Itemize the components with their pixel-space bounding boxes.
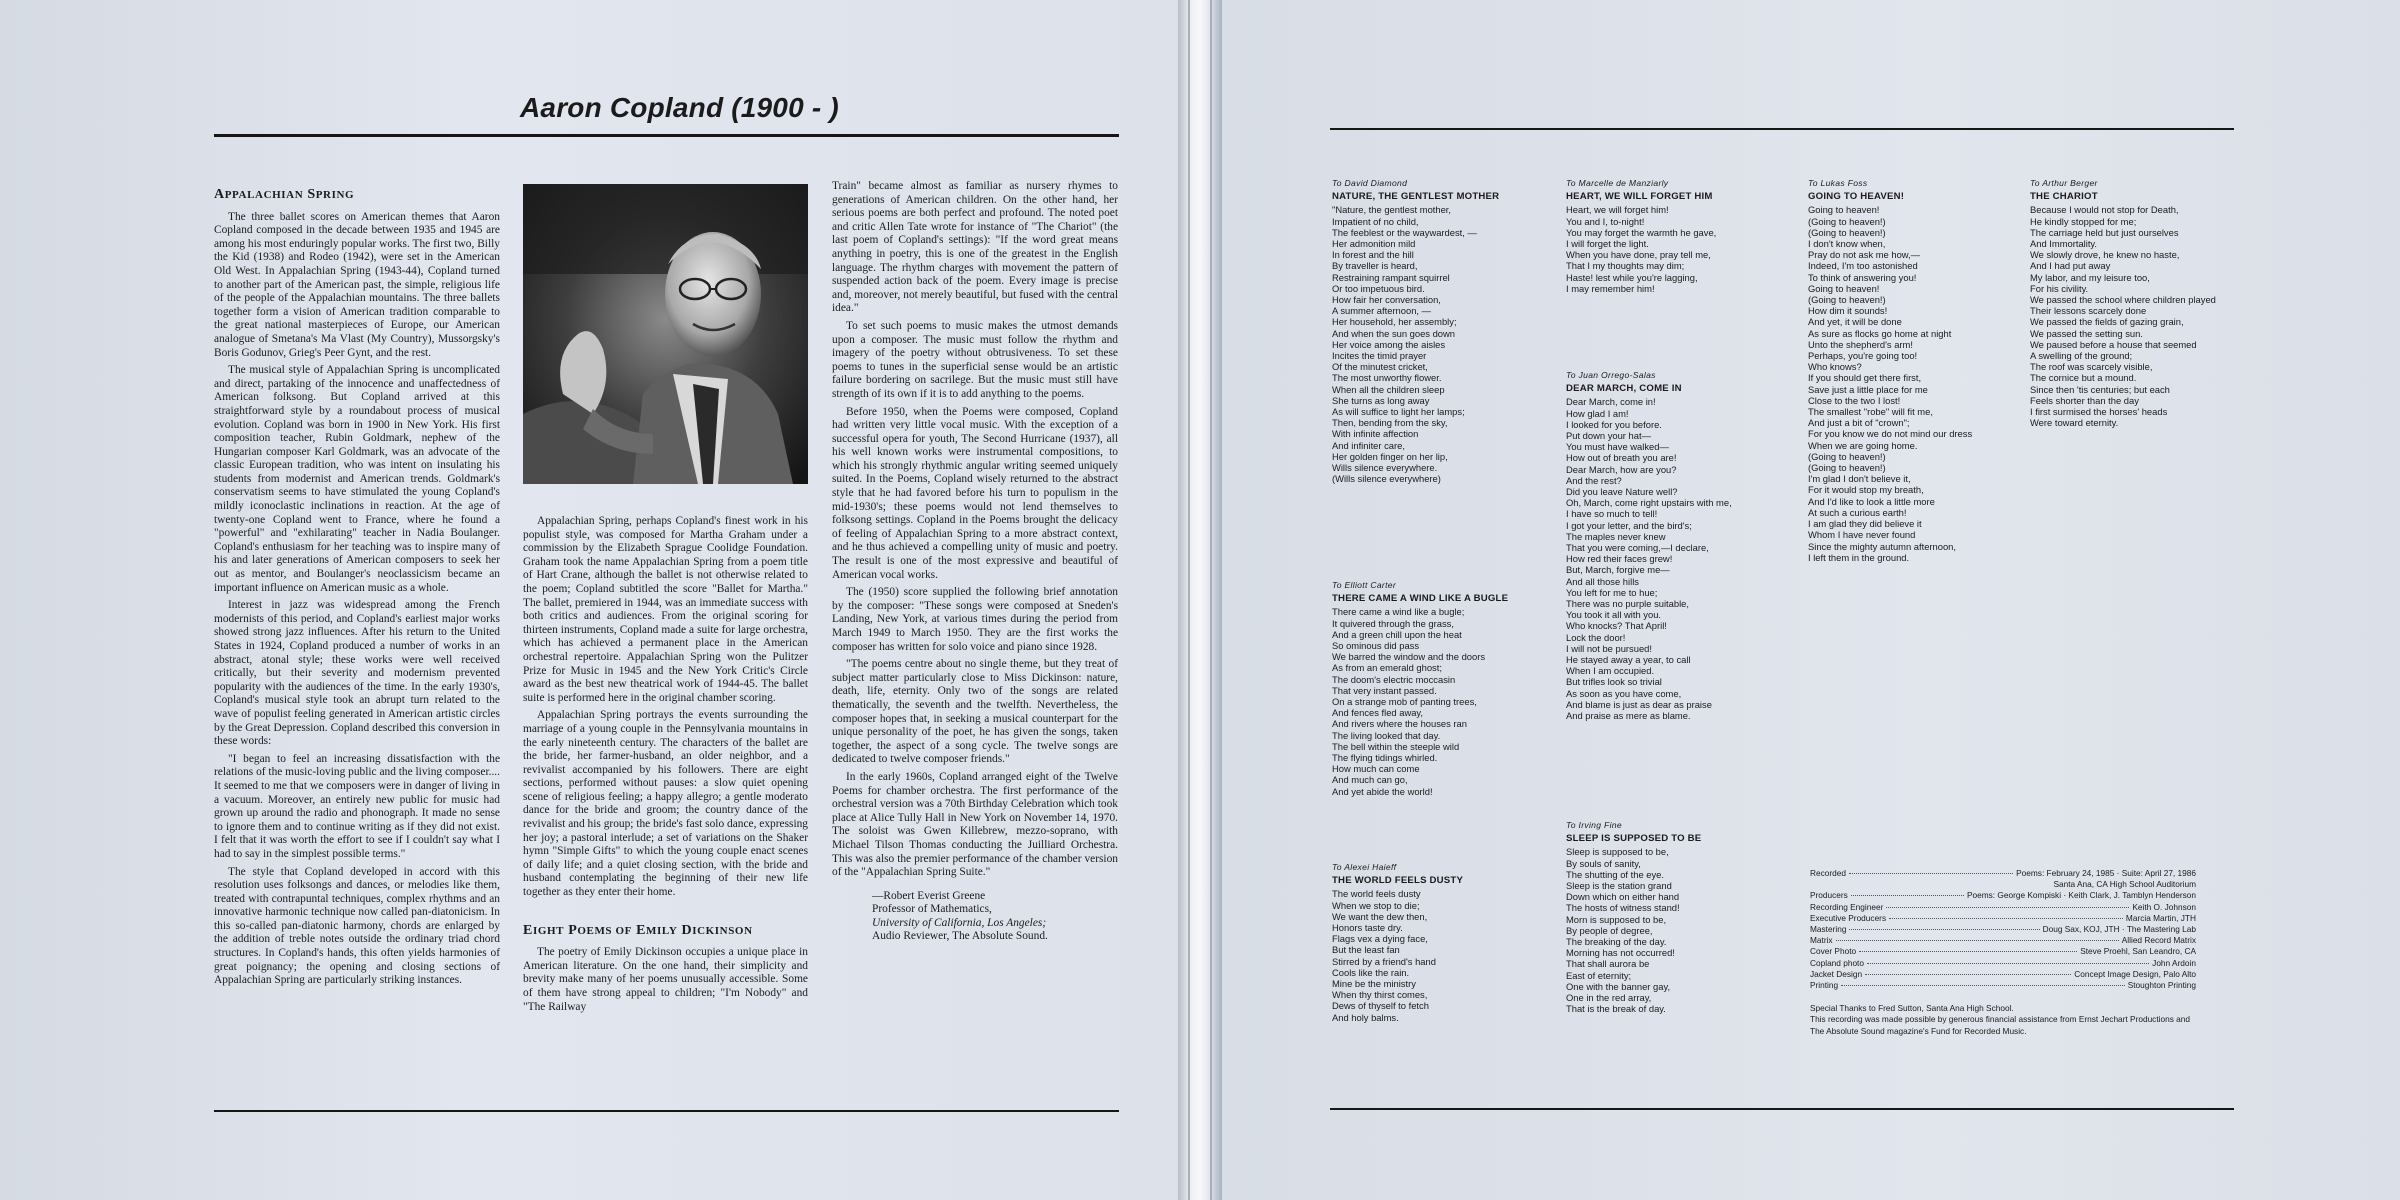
poem-dedication: To Irving Fine [1566, 820, 1622, 830]
poem-line: The hosts of witness stand! [1566, 902, 1680, 914]
poem-line: My labor, and my leisure too, [2030, 271, 2150, 283]
column-1 [214, 188, 500, 992]
credit-row [1810, 980, 2196, 991]
column-2 [523, 515, 808, 1018]
poem-line: The world feels dusty [1332, 888, 1421, 900]
poem-line: I may remember him! [1566, 282, 1655, 294]
poem-line: Going to heaven! [1808, 282, 1880, 294]
poem-line: Or too impetuous bird. [1332, 282, 1425, 294]
poem-line: (Going to heaven!) [1808, 215, 1886, 227]
poem-line: Cools like the rain. [1332, 966, 1410, 978]
poem-line: You may forget the warmth he gave, [1566, 226, 1717, 238]
poem-line: (Going to heaven!) [1808, 294, 1886, 306]
dot-leader [1841, 985, 2125, 986]
poem-line: And a green chill upon the heat [1332, 628, 1462, 640]
poem-line: Did you leave Nature well? [1566, 486, 1678, 498]
poem-line: The flying tidings whirled. [1332, 752, 1438, 764]
poem-dedication: To Lukas Foss [1808, 178, 1868, 188]
poem-line: That is the break of day. [1566, 1003, 1666, 1015]
poem-dedication: To Arthur Berger [2030, 178, 2098, 188]
credit-label: Recorded [1810, 868, 1846, 878]
poem-line: We passed the setting sun. [2030, 327, 2143, 339]
poem-line: That shall aurora be [1566, 958, 1650, 970]
poem-line: Her golden finger on her lip, [1332, 450, 1448, 462]
poem-lines [1566, 204, 1766, 294]
credit-label: Recording Engineer [1810, 901, 1884, 912]
poem-line: Mine be the ministry [1332, 978, 1416, 990]
poem-line: When I am occupied. [1566, 665, 1655, 677]
right-panel-poem-texts [1222, 0, 2400, 1200]
poem-lines [1566, 396, 1766, 721]
poem-line: Who knows? [1808, 361, 1862, 373]
poem-line: A swelling of the ground; [2030, 350, 2133, 362]
bottom-rule [214, 1110, 1119, 1112]
poem-line: Heart, we will forget him! [1566, 204, 1669, 216]
poem-line: Lock the door! [1566, 631, 1626, 643]
poem-line: To think of answering you! [1808, 271, 1917, 283]
poem-line: The smallest "robe" will fit me, [1808, 406, 1933, 418]
credit-value: Concept Image Design, Palo Alto [2074, 968, 2196, 979]
credit-value: Steve Proehl, San Leandro, CA [2080, 946, 2196, 957]
poem-line: How dim it sounds! [1808, 305, 1888, 317]
poem-line: There came a wind like a bugle; [1332, 606, 1465, 618]
poem-heart-forget [1566, 178, 1766, 294]
poem-line: As from an emerald ghost; [1332, 662, 1442, 674]
credit-value: Santa Ana, CA High School Auditorium [2053, 879, 2196, 890]
poem-line: I first surmised the horses' heads [2030, 406, 2168, 418]
poem-line: Then, bending from the sky, [1332, 417, 1448, 429]
poem-line: Whom I have never found [1808, 529, 1916, 541]
poem-title: SLEEP IS SUPPOSED TO BE [1566, 833, 1702, 845]
poem-line: And praise as mere as blame. [1566, 710, 1691, 722]
poem-line: We passed the fields of gazing grain, [2030, 316, 2184, 328]
credit-label: Printing [1810, 980, 1839, 991]
poem-line: As will suffice to light her lamps; [1332, 406, 1465, 418]
poem-dear-march [1566, 370, 1766, 721]
poem-line: As soon as you have come, [1566, 687, 1682, 699]
poem-line: You took it all with you. [1566, 609, 1662, 621]
poem-lines [2030, 204, 2230, 428]
poem-dedication: To Juan Orrego-Salas [1566, 370, 1656, 380]
credit-row [1810, 902, 2196, 913]
credit-row [1810, 913, 2196, 924]
poem-line: You must have walked— [1566, 441, 1669, 453]
poem-line: The roof was scarcely visible, [2030, 361, 2153, 373]
poem-line: We passed the school where children played [2030, 294, 2216, 306]
poem-line: The carriage held but just ourselves [2030, 226, 2179, 238]
poem-line: Put down your hat— [1566, 430, 1651, 442]
dot-leader [1849, 929, 2039, 930]
paragraph: Appalachian Spring, perhaps Copland's finest work in his populist style, was composed for Martha Graham under a commission by the Elizabeth Sprague Coolidge Foundation. Graham took the name Appalachian Spring from a poem title of Hart Crane, although the ballet is not otherwise related to the poem; Copland subtitled the score "Ballet for Martha." The ballet, premiered in 1944, was an immediate success with both critics and audiences. From the original scoring for thirteen instruments, Copland made a suite for large orchestra, which has achieved a permanent place in the American orchestral repertoire. Appalachian Spring won the Pulitzer Prize for Music in 1945 and the New York Critic's Circle award as the best new theatrical work of 1944-45. The ballet suite is performed here in the original chamber scoring. [523, 515, 808, 704]
poem-line: By souls of sanity, [1566, 857, 1641, 869]
poem-line: Dear March, come in! [1566, 396, 1656, 408]
credit-line: University of California, Los Angeles; [872, 916, 1047, 929]
poem-line: If you should get there first, [1808, 372, 1922, 384]
poem-line: That you were coming,—I declare, [1566, 542, 1709, 554]
poem-line: The feeblest or the waywardest, — [1332, 226, 1477, 238]
poem-line: (Wills silence everywhere) [1332, 473, 1441, 485]
poem-line: Sleep is supposed to be, [1566, 846, 1669, 858]
paragraph: Before 1950, when the Poems were composed, Copland had written very little vocal music. With the exception of a successful opera for youth, The Second Hurricane (1937), all his well known works were instrumental compositions, to which his strongly rhythmic angular writing seemed uniquely suited. In the Poems, Copland wisely returned to the abstract style that he had favored before his turn to populism in the mid-1930's; these poems would not lend themselves to folksong settings. Copland in the Poems brought the delicacy of feeling of Appalachian Spring to a more abstract context, and he thus achieved a compelling unity of music and poetry. The result is one of the most expressive and beautiful of American vocal works. [832, 405, 1118, 581]
poem-line: "Nature, the gentlest mother, [1332, 204, 1452, 216]
poem-line: And rivers where the houses ran [1332, 718, 1467, 730]
poem-line: She turns as long away [1332, 394, 1430, 406]
poem-line: I left them in the ground. [1808, 551, 1910, 563]
poem-the-chariot [2030, 178, 2230, 428]
poem-line: How fair her conversation, [1332, 294, 1441, 306]
poem-line: By traveller is heard, [1332, 260, 1418, 272]
poem-line: Since the mighty autumn afternoon, [1808, 540, 1957, 552]
poem-line: (Going to heaven!) [1808, 450, 1886, 462]
credit-line: Professor of Mathematics, [872, 903, 992, 916]
dot-leader [1859, 951, 2077, 952]
poem-line: Dews of thyself to fetch [1332, 1000, 1429, 1012]
poem-line: Morn is supposed to be, [1566, 913, 1667, 925]
poem-line: Because I would not stop for Death, [2030, 204, 2179, 216]
poem-line: I will not be pursued! [1566, 642, 1652, 654]
poem-line: As sure as flocks go home at night [1808, 327, 1952, 339]
poem-line: For you know we do not mind our dress [1808, 428, 1973, 440]
poem-line: (Going to heaven!) [1808, 226, 1886, 238]
poem-line: He stayed away a year, to call [1566, 654, 1691, 666]
poem-line: Going to heaven! [1808, 204, 1880, 216]
spine-crease [1210, 0, 1212, 1200]
credit-label: Mastering [1810, 924, 1847, 935]
spine-crease [1188, 0, 1190, 1200]
poem-line: (Going to heaven!) [1808, 462, 1886, 474]
dot-leader [1849, 873, 2013, 874]
poem-line: But trifles look so trivial [1566, 676, 1662, 688]
poem-line: Impatient of no child, [1332, 215, 1419, 227]
poem-title: GOING TO HEAVEN! [1808, 191, 1905, 203]
poem-line: One in the red array, [1566, 992, 1652, 1004]
poem-line: And fences fled away, [1332, 707, 1424, 719]
paragraph: To set such poems to music makes the utmost demands upon a composer. The music must follow the rhythm and imagery of the poetry without obtrusiveness. To set these poems to tunes in the superficial sense would be an artistic failure bordering on sacrilege. But the music must still have strength of its own if it is to add anything to the poems. [832, 319, 1118, 400]
poem-line: Feels shorter than the day [2030, 394, 2139, 406]
credit-label: Producers [1810, 890, 1848, 901]
poem-line: And yet abide the world! [1332, 785, 1433, 797]
poem-line: And Immortality. [2030, 238, 2098, 250]
poem-line: I don't know when, [1808, 238, 1886, 250]
credit-label: Matrix [1810, 935, 1833, 946]
paragraph: Train" became almost as familiar as nursery rhymes to generations of American children. On the other hand, her serious poems are both perfect and profound. The noted poet and critic Allen Tate wrote for instance of "The Chariot" (the last poem of Copland's settings): "If the word great means anything in poetry, this is one of the greatest in the English language. The rhythm charges with movement the pattern of suspended action back of the poem. Every image is precise and, moreover, not merely beautiful, but fused with the central idea." [832, 180, 1118, 315]
poem-line: The maples never knew [1566, 530, 1666, 542]
special-thanks [1810, 1003, 2196, 1037]
credit-row [1810, 868, 2196, 879]
thanks-line: Special Thanks to Fred Sutton, Santa Ana High School. [1810, 1003, 2014, 1014]
poem-line: I am glad they did believe it [1808, 518, 1922, 530]
poem-line: Her voice among the aisles [1332, 338, 1446, 350]
left-panel-liner-notes [0, 0, 1178, 1200]
paragraph: In the early 1960s, Copland arranged eight of the Twelve Poems for chamber orchestra. The first performance of the orchestral version was a 70th Birthday Celebration which took place at Alice Tully Hall in New York on November 14, 1970. The soloist was Gwen Killebrew, mezzo-soprano, with Michael Tilson Thomas conducting the Juilliard Orchestra. This was also the premier performance of the chamber version of the "Appalachian Spring Suite." [832, 770, 1118, 879]
portrait-illustration [523, 184, 808, 484]
poem-line: For his civility. [2030, 282, 2089, 294]
credit-value: Marcia Martin, JTH [2125, 912, 2196, 923]
poem-title: NATURE, THE GENTLEST MOTHER [1332, 191, 1500, 203]
poem-sleep [1566, 820, 1766, 1014]
poem-world-dusty [1332, 862, 1532, 1023]
credit-label: Copland photo [1810, 957, 1864, 968]
dot-leader [1886, 907, 2129, 908]
poem-line: On a strange mob of panting trees, [1332, 696, 1477, 708]
poem-line: We paused before a house that seemed [2030, 338, 2197, 350]
appalachian-heading: APPALACHIAN SPRING [214, 187, 355, 202]
poem-line: And just a bit of "crown"; [1808, 417, 1910, 429]
poem-line: The bell within the steeple wild [1332, 740, 1460, 752]
poem-line: We slowly drove, he knew no haste, [2030, 249, 2180, 261]
poem-line: And infiniter care, [1332, 439, 1405, 451]
paragraph: The musical style of Appalachian Spring is uncomplicated and direct, partaking of the innocence and unaffectedness of American folksong. But Copland arrived at this straightforward style by a roundabout process of musical evolution. Copland was born in 1900 in New York. His first composition teacher, Rubin Goldmark, nephew of the Hungarian composer Karl Goldmark, was an advocate of the classic European tradition, who was intent on insulating his students from modernist and American trends. Goldmark's conservatism seems to have stimulated the young Copland's mildly iconoclastic inclinations in reaction. At the age of twenty-one Copland went to France, where he found a "powerful" and "exhilarating" teacher in Nadia Boulanger. Copland's enthusiasm for her teaching was to inspire many of his and later generations of American composers to seek her out as mentor, and Boulanger's neoclassicism became an important influence on American music as a whole. [214, 364, 500, 594]
poem-line: Pray do not ask me how,— [1808, 249, 1921, 261]
credit-value: Poems: George Kompiski · Keith Clark, J. Tamblyn Henderson [1966, 890, 2196, 901]
quotation-paragraph: "I began to feel an increasing dissatisfaction with the relations of the music-loving public and the living composer.... It seemed to me that we composers were in danger of living in a vacuum. Moreover, an entirely new public for music had grown up around the radio and phonograph. It made no sense to ignore them and to continue writing as if they did not exist. I felt that it was worth the effort to see if I couldn't say what I had to say in the simplest possible terms." [214, 752, 500, 860]
gatefold-spine [1178, 0, 1222, 1200]
credit-row [1810, 969, 2196, 980]
poem-line: Save just a little place for me [1808, 383, 1928, 395]
poem-line: The breaking of the day. [1566, 936, 1667, 948]
poem-line: For it would stop my breath, [1808, 484, 1924, 496]
poem-line: Wills silence everywhere. [1332, 462, 1438, 474]
poem-line: But, March, forgive me— [1566, 564, 1670, 576]
poem-line: But the least fan [1332, 944, 1400, 956]
thanks-line: The Absolute Sound magazine's Fund for Recorded Music. [1810, 1025, 2027, 1036]
poem-line: Her household, her assembly; [1332, 316, 1457, 328]
poem-title: THE CHARIOT [2030, 191, 2098, 203]
poem-line: And I had put away [2030, 260, 2111, 272]
poem-dedication: To Marcelle de Manziarly [1566, 178, 1669, 188]
credit-label: Jacket Design [1810, 968, 1863, 979]
poem-line: Sleep is the station grand [1566, 880, 1672, 892]
top-rule [214, 134, 1119, 137]
poem-line: Since then 'tis centuries; but each [2030, 383, 2170, 395]
poem-line: And holy balms. [1332, 1011, 1399, 1023]
poem-line: Who knocks? That April! [1566, 620, 1667, 632]
copland-portrait-photo [523, 184, 808, 484]
poem-line: The living looked that day. [1332, 729, 1441, 741]
poem-line: Perhaps, you're going too! [1808, 350, 1918, 362]
poem-line: And the rest? [1566, 474, 1622, 486]
poem-line: Her admonition mild [1332, 238, 1416, 250]
poem-line: Indeed, I'm too astonished [1808, 260, 1918, 272]
dot-leader [1851, 895, 1964, 896]
poem-line: And yet, it will be done [1808, 316, 1902, 328]
credit-row [1810, 924, 2196, 935]
dot-leader [1867, 963, 2149, 964]
paragraph: The poetry of Emily Dickinson occupies a unique place in American literature. On the one hand, their simplicity and brevity make many of her poems unusually accessible. Some of them have strong appeal to children; "I'm Nobody" and "The Railway [523, 946, 808, 1013]
poem-line: East of eternity; [1566, 969, 1632, 981]
poem-line: How much can come [1332, 763, 1420, 775]
poem-line: In forest and the hill [1332, 249, 1414, 261]
paragraph: The style that Copland developed in accord with this resolution uses folksongs and dances, or melodies like them, treated with contrapuntal techniques, complex rhythms and an innovative harmonic technique now called pan-diatonicism. In this so-called pan-diatonic harmony, chords are enlarged by the addition of treble notes outside the ordinary triad chord structures. In Copland's hands, this often yields harmonies of great poignancy; the opening and closing sections of Appalachian Spring are particularly striking instances. [214, 865, 500, 987]
poem-line: Were toward eternity. [2030, 417, 2119, 429]
credit-row [1810, 946, 2196, 957]
poem-line: Dear March, how are you? [1566, 463, 1677, 475]
bottom-rule [1330, 1108, 2234, 1110]
poem-line: When you have done, pray tell me, [1566, 249, 1711, 261]
poem-line: Incites the timid prayer [1332, 350, 1427, 362]
credit-value: Doug Sax, KOJ, JTH · The Mastering Lab [2042, 924, 2196, 935]
poem-title: THE WORLD FEELS DUSTY [1332, 875, 1464, 887]
poem-line: By people of degree, [1566, 924, 1653, 936]
poem-line: I got your letter, and the bird's; [1566, 519, 1692, 531]
poem-going-to-heaven [1808, 178, 2008, 563]
poem-line: So ominous did pass [1332, 640, 1420, 652]
credit-line: Audio Reviewer, The Absolute Sound. [872, 930, 1048, 943]
poem-lines [1808, 204, 2008, 563]
poem-line: Of the minutest cricket, [1332, 361, 1428, 373]
credit-label: Cover Photo [1810, 946, 1857, 957]
poem-line: The cornice but a mound. [2030, 372, 2137, 384]
page-title: Aaron Copland (1900 - ) [520, 92, 839, 123]
author-credit [832, 890, 1118, 944]
poem-dedication: To Elliott Carter [1332, 580, 1397, 590]
paragraph: Interest in jazz was widespread among the French modernists of this period, and Copland's earliest major works showed strong jazz influences. After his return to the United States in 1924, Copland produced a number of works in an abstract, atonal style; these works were well received critically, but their severity and modernism prevented popularity with the audiences of the time. In the early 1930's, Copland's musical style took an abrupt turn related to the wave of populist feeling generated in American artistic circles by the Great Depression. Copland described this conversion in these words: [214, 599, 500, 748]
poem-line: And blame is just as dear as praise [1566, 698, 1712, 710]
paragraph: The (1950) score supplied the following brief annotation by the composer: "These songs were composed at Sneden's Landing, New York, at various times during the period from March 1949 to March 1950. They are the first works the composer has written for solo voice and piano since 1928. [832, 586, 1118, 653]
credit-label: Executive Producers [1810, 912, 1887, 923]
poem-line: Unto the shepherd's arm! [1808, 338, 1913, 350]
poem-line: Honors taste dry. [1332, 922, 1403, 934]
poem-line: How out of breath you are! [1566, 452, 1677, 464]
column-3 [832, 180, 1118, 944]
poem-line: And I'd like to look a little more [1808, 495, 1935, 507]
credit-value: Allied Record Matrix [2121, 935, 2196, 946]
poem-line: He kindly stopped for me; [2030, 215, 2137, 227]
poem-line: When we stop to die; [1332, 899, 1420, 911]
poem-wind-bugle [1332, 580, 1532, 797]
poem-line: Morning has not occurred! [1566, 947, 1675, 959]
poem-line: And all those hills [1566, 575, 1639, 587]
poem-line: One with the banner gay, [1566, 980, 1671, 992]
credit-line: —Robert Everist Greene [872, 889, 986, 902]
poem-line: How glad I am! [1566, 407, 1629, 419]
poem-lines [1332, 606, 1532, 796]
dot-leader [1889, 918, 2123, 919]
poem-line: We barred the window and the doors [1332, 651, 1486, 663]
poem-line: Flags vex a dying face, [1332, 933, 1428, 945]
dot-leader [1836, 940, 2119, 941]
top-rule [1330, 128, 2234, 130]
poem-dedication: To Alexei Haieff [1332, 862, 1397, 872]
poem-title: HEART, WE WILL FORGET HIM [1566, 191, 1713, 203]
poem-line: At such a curious earth! [1808, 506, 1907, 518]
production-credits [1810, 868, 2196, 1037]
poem-line: There was no purple suitable, [1566, 598, 1689, 610]
credit-value: Keith O. Johnson [2132, 901, 2196, 912]
poem-line: I'm glad I don't believe it, [1808, 473, 1911, 485]
poem-line: I looked for you before. [1566, 418, 1662, 430]
paragraph: "The poems centre about no single theme, but they treat of subject matter particularly close to Miss Dickinson: nature, death, life, eternity. Only two of the songs are related thematically, the seventh and the twelfth. Nevertheless, the composer hopes that, in seeking a musical counterpart for the unique personality of the poet, he has given the songs, taken together, the aspect of a song cycle. The twelve songs are dedicated to twelve composer friends." [832, 658, 1118, 766]
poem-line: It quivered through the grass, [1332, 617, 1454, 629]
poem-lines [1566, 846, 1766, 1014]
poem-line: Restraining rampant squirrel [1332, 271, 1450, 283]
poem-line: The most unworthy flower. [1332, 372, 1442, 384]
poem-title: DEAR MARCH, COME IN [1566, 383, 1682, 395]
poem-line: That very instant passed. [1332, 684, 1437, 696]
poem-line: The doom's electric moccasin [1332, 673, 1456, 685]
poem-line: And when the sun goes down [1332, 327, 1456, 339]
poem-line: You left for me to hue; [1566, 586, 1658, 598]
poem-line: How red their faces grew! [1566, 553, 1673, 565]
dot-leader [1865, 974, 2071, 975]
credit-row [1810, 935, 2196, 946]
credit-value: Stoughton Printing [2127, 980, 2196, 991]
credit-value: Poems: February 24, 1985 · Suite: April 27, 1986 [2016, 868, 2196, 878]
poem-title: THERE CAME A WIND LIKE A BUGLE [1332, 593, 1509, 605]
poem-line: The shutting of the eye. [1566, 868, 1664, 880]
poem-line: We want the dew then, [1332, 910, 1428, 922]
paragraph: The three ballet scores on American themes that Aaron Copland composed in the decade between 1935 and 1945 are among his most enduringly popular works. The first two, Billy the Kid (1938) and Rodeo (1942), were set in the American Old West. In Appalachian Spring (1943-44), Copland turned to another part of the American past, the simple, religious life of the people of the Appalachian mountains. The three ballets together form a vision of American tradition comparable to the great national masterpieces of Europe, our American analogue of Smetana's Ma Vlast (My Country), Mussorgsky's Boris Godunov, Grieg's Peer Gynt, and the rest. [214, 210, 500, 359]
credit-row [1810, 879, 2196, 890]
poem-line: You and I, to-night! [1566, 215, 1645, 227]
credit-row [1810, 890, 2196, 901]
poem-line: And much can go, [1332, 774, 1408, 786]
thanks-line: This recording was made possible by generous financial assistance from Ernst Jechart Productions and [1810, 1014, 2191, 1025]
dickinson-heading: EIGHT POEMS OF EMILY DICKINSON [523, 922, 753, 938]
poem-line: I have so much to tell! [1566, 508, 1658, 520]
poem-line: A summer afternoon, — [1332, 305, 1431, 317]
credit-row [1810, 958, 2196, 969]
poem-lines [1332, 888, 1532, 1022]
poem-lines [1332, 204, 1532, 484]
poem-line: I will forget the light. [1566, 238, 1649, 250]
poem-line: Their lessons scarcely done [2030, 305, 2147, 317]
poem-line: That I my thoughts may dim; [1566, 260, 1685, 272]
poem-line: Down which on either hand [1566, 891, 1680, 903]
poem-line: When we are going home. [1808, 439, 1918, 451]
credit-value: John Ardoin [2152, 957, 2196, 968]
poem-line: With infinite affection [1332, 428, 1419, 440]
paragraph: Appalachian Spring portrays the events surrounding the marriage of a young couple in the Pennsylvania mountains in the early nineteenth century. The characters of the ballet are the bride, her farmer-husband, an older neighbor, and a revivalist accompanied by his followers. There are eight sections, performed without pauses: a slow quiet opening scene of religious feeling; a happy allegro; a gentle moderato dance for the bride and groom; the country dance of the revivalist and his group; the bride's fast solo dance, expressing her joy; a pastoral interlude; a set of variations on the Shaker hymn "Simple Gifts" to which the young couple enact scenes of daily life; and a quiet closing section, with the bride and husband contemplating the beginning of their new life together as they enter their home. [523, 709, 808, 899]
poem-dedication: To David Diamond [1332, 178, 1408, 188]
poem-line: Oh, March, come right upstairs with me, [1566, 497, 1732, 509]
poem-line: Close to the two I lost! [1808, 394, 1901, 406]
poem-line: When thy thirst comes, [1332, 989, 1428, 1001]
poem-line: Stirred by a friend's hand [1332, 955, 1436, 967]
poem-line: Haste! lest while you're lagging, [1566, 271, 1698, 283]
poem-line: When all the children sleep [1332, 383, 1445, 395]
poem-nature [1332, 178, 1532, 484]
